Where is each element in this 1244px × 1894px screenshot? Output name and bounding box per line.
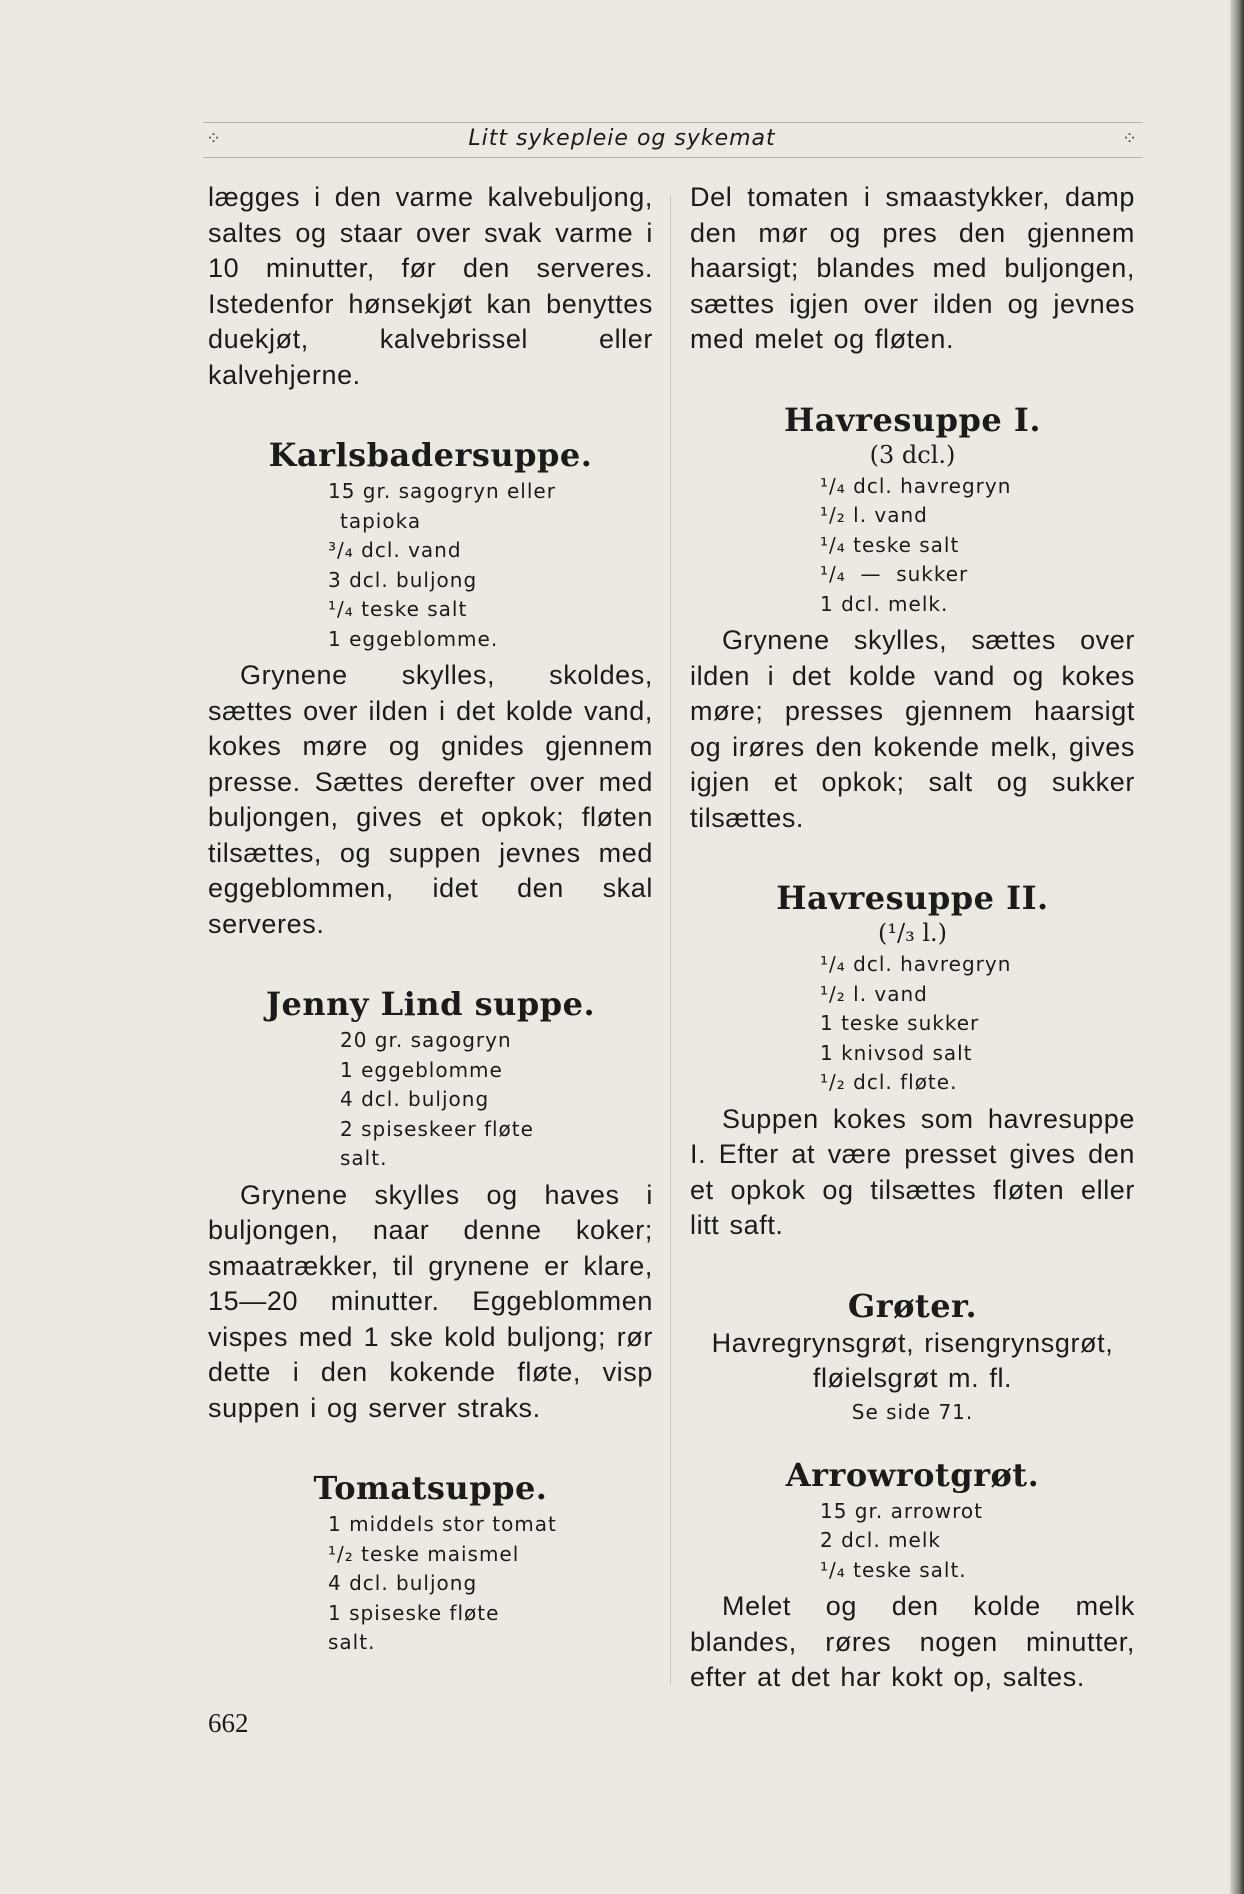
left-intro-paragraph: lægges i den varme kalvebuljong, saltes og staar over svak varme i 10 minutter, før den serveres. Istedenfor hønsekjøt kan benyttes duekjøt, kalvebrissel eller kalvehjerne. (208, 182, 653, 390)
recipe-title-groter: Grøter. (847, 1286, 978, 1325)
page-edge (1230, 0, 1244, 1894)
ingredient-list-tomatsuppe (328, 1510, 653, 1658)
recipe-title-tomatsuppe: Tomatsuppe. (313, 1469, 548, 1507)
ingredient-list-arrowrotgrot (820, 1497, 1135, 1586)
ingredient: 2 spiseskeer fløte (340, 1116, 534, 1141)
ingredient: 1 eggeblomme. (328, 626, 499, 651)
ingredient: salt. (328, 1630, 376, 1654)
ingredient: ¹/₄ dcl. havregryn (820, 473, 1012, 498)
ingredient: ¹/₂ dcl. fløte. (820, 1070, 958, 1094)
ingredient-list-havresuppe-1 (820, 472, 1135, 620)
ingredient-list-jenny-lind-suppe (340, 1026, 653, 1174)
ingredient: ¹/₄ teske salt. (820, 1557, 967, 1582)
recipe-title-jenny-lind-suppe: Jenny Lind suppe. (265, 985, 596, 1023)
right-column (690, 180, 1135, 1696)
column-divider (670, 195, 671, 1685)
recipe-title-havresuppe-2: Havresuppe II. (776, 879, 1049, 917)
ingredient: 20 gr. sagogryn (340, 1028, 512, 1052)
ingredient: 1 middels stor tomat (328, 1512, 557, 1536)
ingredient: 3 dcl. buljong (328, 567, 478, 592)
recipe-subtitle-havresuppe-2: (¹/₃ l.) (878, 919, 947, 947)
running-header: Litt sykepleie og sykemat (468, 126, 776, 151)
cross-reference-note: Se side 71. (851, 1399, 974, 1424)
ingredient: 1 spiseske fløte (328, 1600, 500, 1625)
ingredient: 4 dcl. buljong (340, 1087, 490, 1111)
ingredient: ¹/₄ teske salt (328, 597, 468, 621)
recipe-text-havresuppe-2: Suppen kokes som havresuppe I. Efter at være presset gives den et opkok og tilsættes fløten eller litt saft. (690, 1103, 1135, 1240)
recipe-subtitle-havresuppe-1: (3 dcl.) (869, 440, 956, 469)
recipe-text-arrowrotgrot: Melet og den kolde melk blandes, røres nogen minutter, efter at det har kokt op, saltes. (690, 1591, 1135, 1692)
ingredient: 1 dcl. melk. (820, 591, 949, 616)
ingredient-list-havresuppe-2 (820, 950, 1135, 1098)
ingredient: ¹/₂ teske maismel (328, 1541, 520, 1566)
recipe-title-havresuppe-1: Havresuppe I. (784, 400, 1041, 439)
ingredient: ¹/₂ l. vand (820, 503, 928, 527)
ingredient: 4 dcl. buljong (328, 1571, 478, 1595)
ingredient: ¹/₂ l. vand (820, 981, 928, 1006)
recipe-text-jenny-lind-suppe: Grynene skylles og haves i buljongen, naar denne koker; smaatrækker, til grynene er klare, 15—20 minutter. Eggeblommen vispes med 1 ske kold buljong; rør dette i den kokende fløte, visp suppen i og server straks. (208, 1179, 653, 1423)
recipe-text-groter: Havregrynsgrøt, risengrynsgrøt, fløielsgrøt m. fl. (711, 1327, 1114, 1393)
ingredient: tapioka (340, 508, 422, 533)
recipe-title-karlsbadersuppe: Karlsbadersuppe. (268, 436, 593, 474)
header-rule-bottom (203, 157, 1143, 158)
right-intro-paragraph: Del tomaten i smaastykker, damp den mør og pres den gjennem haarsigt; blandes med buljongen, sættes igjen over ilden og jevnes med melet og fløten. (690, 182, 1135, 354)
ingredient: ¹/₄ teske salt (820, 532, 960, 557)
header-rule-top (203, 122, 1143, 123)
page-number: 662 (208, 1708, 249, 1738)
ingredient: 15 gr. arrowrot (820, 1498, 983, 1523)
ingredient: ¹/₄ — sukker (820, 562, 969, 586)
ingredient: ¹/₄ dcl. havregryn (820, 952, 1012, 976)
recipe-title-arrowrotgrot: Arrowrotgrøt. (785, 1455, 1040, 1494)
ingredient: ³/₄ dcl. vand (328, 538, 462, 562)
header-ornament-left: ⁘ (206, 128, 222, 148)
ingredient: 1 knivsod salt (820, 1040, 973, 1065)
ingredient: 1 teske sukker (820, 1011, 980, 1035)
ingredient: 2 dcl. melk (820, 1528, 941, 1552)
recipe-text-havresuppe-1: Grynene skylles, sættes over ilden i det kolde vand og kokes møre; presses gjennem haarsigt og irøres den kokende melk, gives igjen et opkok; salt og sukker tilsættes. (690, 625, 1135, 833)
header-ornament-right: ⁘ (1122, 128, 1138, 148)
ingredient-list-karlsbadersuppe (328, 477, 653, 654)
recipe-text-karlsbadersuppe: Grynene skylles, skoldes, sættes over ilden i det kolde vand, kokes møre og gnides gjennem presse. Sættes derefter over med buljongen, gives et opkok; fløten tilsættes, og suppen jevnes med eggeblommen, idet den skal serveres. (208, 660, 653, 939)
left-column (208, 180, 653, 1662)
ingredient: 15 gr. sagogryn eller (328, 479, 556, 503)
ingredient: 1 eggeblomme (340, 1057, 503, 1082)
ingredient: salt. (340, 1146, 388, 1170)
